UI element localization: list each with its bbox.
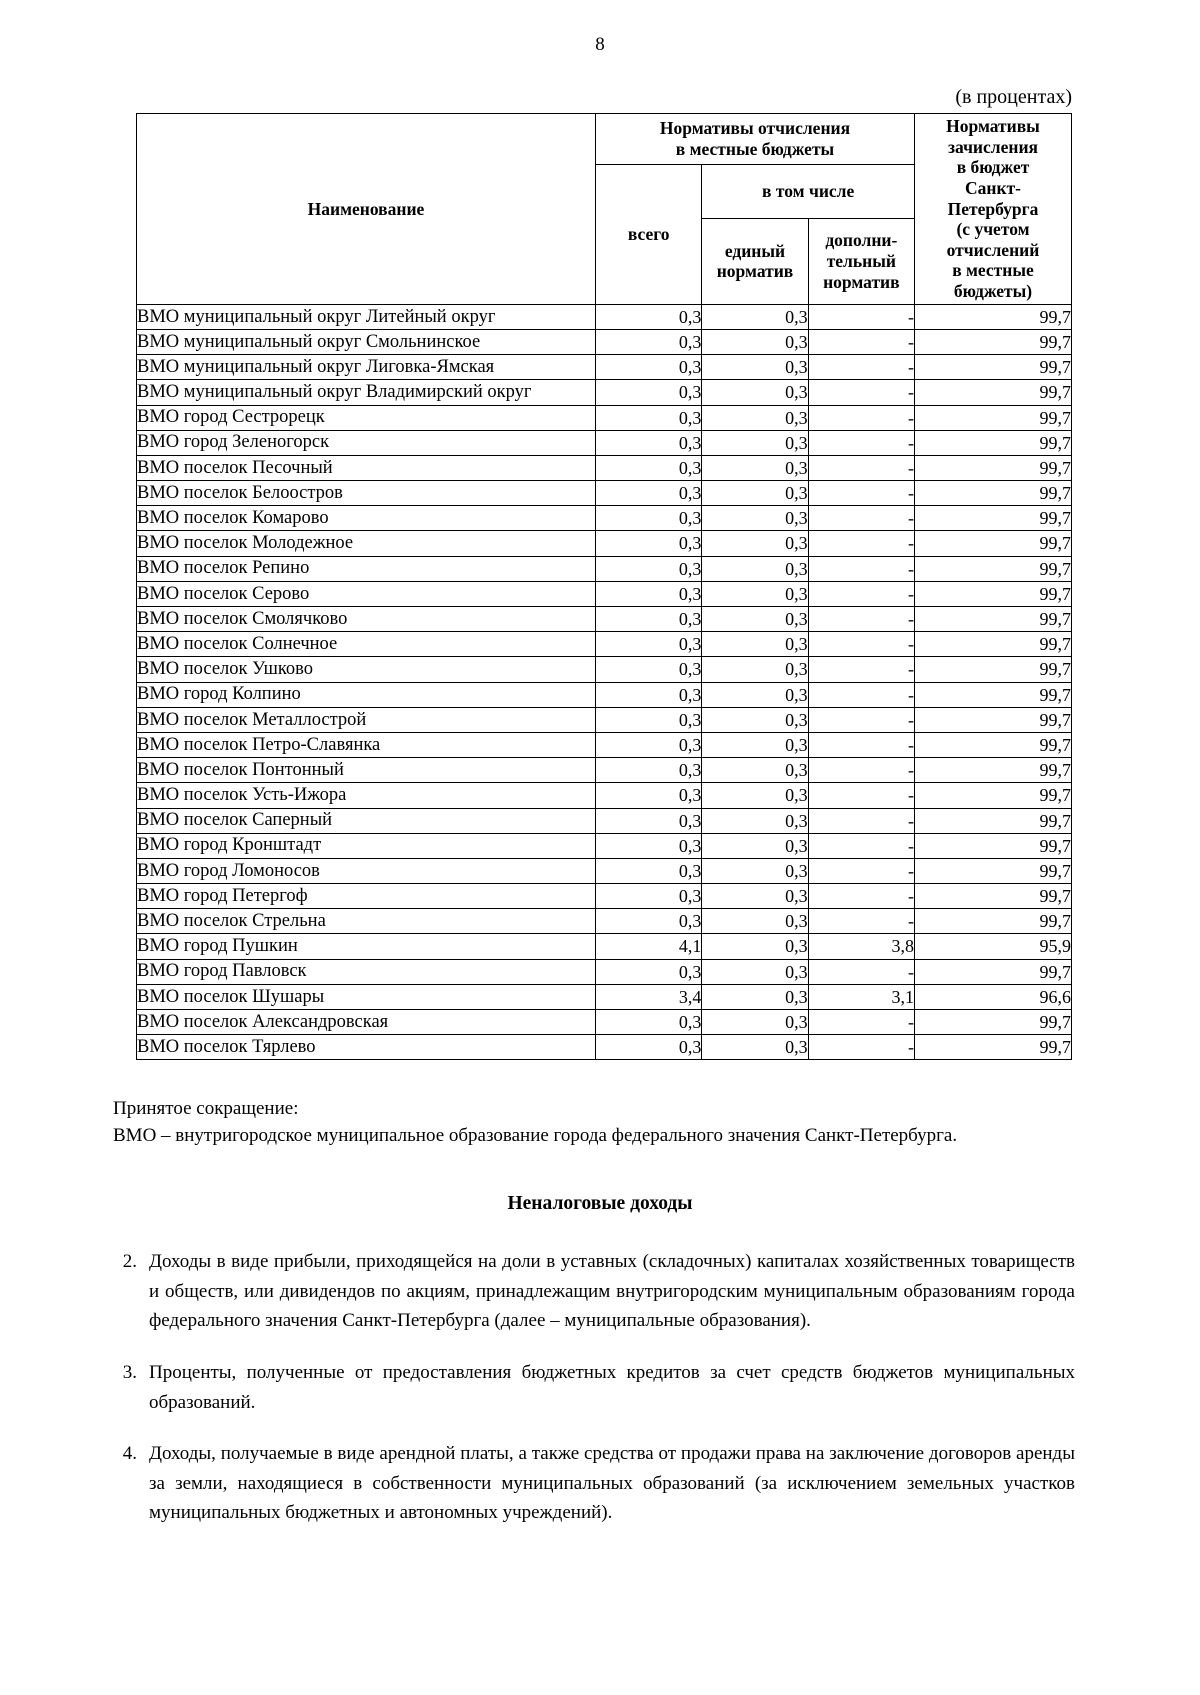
table-row (137, 304, 1072, 329)
section-title: Неналоговые доходы (507, 1193, 693, 1214)
units-caption: (в процентах) (955, 86, 1072, 108)
row-extra-norm-cell: - (808, 556, 914, 581)
row-name-cell: ВМО город Пушкин (137, 934, 596, 959)
clause-text: Доходы, получаемые в виде арендной платы, а также средства от продажи права на заключение договоров аренды за земли, находящиеся в собственности муниципальных образований (за исключением земельных участков муниципальных бюджетных и автономных учреждений). (149, 1443, 1075, 1524)
clause-item (113, 1439, 1075, 1528)
header-single-norm (702, 218, 808, 304)
row-spb-cell: 99,7 (915, 909, 1072, 934)
row-total-cell: 0,3 (596, 858, 702, 883)
table-row (137, 481, 1072, 506)
header-spb-line-8: в местные (952, 260, 1034, 281)
header-group-deductions-line2: в местные бюджеты (675, 139, 835, 159)
clause-number: 3. (122, 1361, 137, 1383)
row-single-norm-cell: 0,3 (702, 833, 808, 858)
row-spb-cell: 99,7 (915, 707, 1072, 732)
row-spb-cell: 99,7 (915, 1035, 1072, 1060)
header-single-norm-line2: норматив (716, 261, 794, 282)
row-extra-norm-cell: - (808, 959, 914, 984)
table-row (137, 884, 1072, 909)
table-row (137, 355, 1072, 380)
row-single-norm-cell: 0,3 (702, 934, 808, 959)
row-single-norm-cell: 0,3 (702, 607, 808, 632)
row-total-cell: 0,3 (596, 632, 702, 657)
clause-text: Проценты, полученные от предоставления бюджетных кредитов за счет средств бюджетов муниципальных образований. (149, 1361, 1075, 1413)
row-name-cell: ВМО город Сестрорецк (137, 405, 596, 430)
row-single-norm-cell: 0,3 (702, 455, 808, 480)
row-extra-norm-cell: - (808, 355, 914, 380)
table-row (137, 682, 1072, 707)
row-single-norm-cell: 0,3 (702, 304, 808, 329)
row-extra-norm-cell: - (808, 783, 914, 808)
row-total-cell: 0,3 (596, 909, 702, 934)
row-total-cell: 0,3 (596, 808, 702, 833)
row-total-cell: 0,3 (596, 329, 702, 354)
table-row (137, 959, 1072, 984)
row-total-cell: 0,3 (596, 531, 702, 556)
row-total-cell: 0,3 (596, 732, 702, 757)
row-total-cell: 0,3 (596, 1010, 702, 1035)
abbreviation-text: ВМО – внутригородское муниципальное образование города федерального значения Санкт-Петербурга. (113, 1124, 958, 1146)
row-name-cell: ВМО поселок Понтонный (137, 758, 596, 783)
row-name-cell: ВМО поселок Александровская (137, 1010, 596, 1035)
row-name-cell: ВМО муниципальный округ Лиговка-Ямская (137, 355, 596, 380)
row-name-cell: ВМО муниципальный округ Литейный округ (137, 304, 596, 329)
header-extra-norm-line2: тельный (826, 251, 896, 272)
row-spb-cell: 96,6 (915, 984, 1072, 1009)
row-single-norm-cell: 0,3 (702, 884, 808, 909)
row-single-norm-cell: 0,3 (702, 531, 808, 556)
row-spb-cell: 99,7 (915, 506, 1072, 531)
row-name-cell: ВМО поселок Тярлево (137, 1035, 596, 1060)
table-head (137, 114, 1072, 305)
abbreviation-block (113, 1096, 1073, 1150)
row-total-cell: 0,3 (596, 430, 702, 455)
row-extra-norm-cell: - (808, 405, 914, 430)
row-single-norm-cell: 0,3 (702, 380, 808, 405)
row-total-cell: 0,3 (596, 657, 702, 682)
row-extra-norm-cell: - (808, 430, 914, 455)
row-total-cell: 0,3 (596, 455, 702, 480)
row-total-cell: 0,3 (596, 884, 702, 909)
table-header-row-1 (137, 114, 1072, 165)
row-single-norm-cell: 0,3 (702, 858, 808, 883)
row-spb-cell: 99,7 (915, 808, 1072, 833)
row-spb-cell: 99,7 (915, 481, 1072, 506)
row-name-cell: ВМО поселок Саперный (137, 808, 596, 833)
header-spb-line-2: зачисления (947, 136, 1039, 157)
row-name-cell: ВМО муниципальный округ Владимирский округ (137, 380, 596, 405)
header-total (596, 165, 702, 305)
row-extra-norm-cell: - (808, 607, 914, 632)
header-spb-line-7: отчислений (946, 239, 1040, 260)
row-total-cell: 0,3 (596, 355, 702, 380)
row-spb-cell: 99,7 (915, 380, 1072, 405)
row-extra-norm-cell: - (808, 707, 914, 732)
table-row (137, 506, 1072, 531)
row-name-cell: ВМО город Ломоносов (137, 858, 596, 883)
row-spb-cell: 99,7 (915, 355, 1072, 380)
row-spb-cell: 99,7 (915, 682, 1072, 707)
row-total-cell: 0,3 (596, 783, 702, 808)
header-spb-line-9: бюджеты) (953, 281, 1033, 302)
header-group-deductions (596, 114, 915, 165)
row-single-norm-cell: 0,3 (702, 732, 808, 757)
row-total-cell: 0,3 (596, 607, 702, 632)
table-row (137, 934, 1072, 959)
header-spb-budget (915, 114, 1072, 305)
table-row (137, 833, 1072, 858)
row-single-norm-cell: 0,3 (702, 556, 808, 581)
row-name-cell: ВМО поселок Солнечное (137, 632, 596, 657)
row-spb-cell: 99,7 (915, 430, 1072, 455)
table-row (137, 632, 1072, 657)
header-spb-line-4: Санкт- (965, 177, 1021, 198)
row-name-cell: ВМО город Зеленогорск (137, 430, 596, 455)
page-number: 8 (595, 34, 605, 55)
row-name-cell: ВМО поселок Белоостров (137, 481, 596, 506)
row-name-cell: ВМО город Колпино (137, 682, 596, 707)
row-extra-norm-cell: - (808, 455, 914, 480)
row-extra-norm-cell: - (808, 531, 914, 556)
abbreviation-title: Принятое сокращение: (113, 1098, 299, 1119)
row-spb-cell: 99,7 (915, 732, 1072, 757)
table-row (137, 455, 1072, 480)
row-single-norm-cell: 0,3 (702, 959, 808, 984)
norms-table-container (136, 113, 1072, 1060)
row-extra-norm-cell: - (808, 329, 914, 354)
row-extra-norm-cell: - (808, 758, 914, 783)
table-row (137, 858, 1072, 883)
row-single-norm-cell: 0,3 (702, 481, 808, 506)
clause-item (113, 1247, 1075, 1336)
header-total-label: всего (627, 224, 670, 245)
row-spb-cell: 99,7 (915, 657, 1072, 682)
row-total-cell: 0,3 (596, 1035, 702, 1060)
row-extra-norm-cell: - (808, 581, 914, 606)
table-row (137, 783, 1072, 808)
table-row (137, 909, 1072, 934)
row-single-norm-cell: 0,3 (702, 1010, 808, 1035)
row-total-cell: 3,4 (596, 984, 702, 1009)
table-row (137, 1010, 1072, 1035)
row-single-norm-cell: 0,3 (702, 657, 808, 682)
row-single-norm-cell: 0,3 (702, 758, 808, 783)
row-total-cell: 0,3 (596, 758, 702, 783)
row-total-cell: 0,3 (596, 380, 702, 405)
header-single-norm-line1: единый (724, 240, 786, 261)
row-total-cell: 0,3 (596, 707, 702, 732)
table-row (137, 707, 1072, 732)
row-extra-norm-cell: - (808, 657, 914, 682)
row-single-norm-cell: 0,3 (702, 808, 808, 833)
table-row (137, 657, 1072, 682)
row-single-norm-cell: 0,3 (702, 632, 808, 657)
row-name-cell: ВМО город Павловск (137, 959, 596, 984)
row-name-cell: ВМО муниципальный округ Смольнинское (137, 329, 596, 354)
header-name-label: Наименование (307, 198, 425, 219)
row-name-cell: ВМО поселок Песочный (137, 455, 596, 480)
header-spb-line-3: в бюджет (956, 157, 1030, 178)
row-spb-cell: 99,7 (915, 758, 1072, 783)
row-total-cell: 0,3 (596, 556, 702, 581)
row-single-norm-cell: 0,3 (702, 783, 808, 808)
row-extra-norm-cell: - (808, 1035, 914, 1060)
row-extra-norm-cell: - (808, 304, 914, 329)
row-extra-norm-cell: - (808, 833, 914, 858)
table-row (137, 808, 1072, 833)
row-spb-cell: 99,7 (915, 884, 1072, 909)
row-extra-norm-cell: - (808, 808, 914, 833)
row-extra-norm-cell: 3,8 (808, 934, 914, 959)
row-name-cell: ВМО поселок Усть-Ижора (137, 783, 596, 808)
row-single-norm-cell: 0,3 (702, 682, 808, 707)
row-single-norm-cell: 0,3 (702, 329, 808, 354)
row-name-cell: ВМО поселок Комарово (137, 506, 596, 531)
row-name-cell: ВМО поселок Молодежное (137, 531, 596, 556)
table-row (137, 430, 1072, 455)
row-spb-cell: 99,7 (915, 607, 1072, 632)
row-total-cell: 0,3 (596, 506, 702, 531)
row-extra-norm-cell: - (808, 682, 914, 707)
row-name-cell: ВМО поселок Шушары (137, 984, 596, 1009)
row-total-cell: 0,3 (596, 833, 702, 858)
row-total-cell: 0,3 (596, 682, 702, 707)
table-row (137, 380, 1072, 405)
norms-table (136, 113, 1072, 1060)
row-extra-norm-cell: - (808, 884, 914, 909)
header-extra-norm (808, 218, 914, 304)
row-spb-cell: 99,7 (915, 858, 1072, 883)
row-single-norm-cell: 0,3 (702, 355, 808, 380)
row-spb-cell: 99,7 (915, 1010, 1072, 1035)
header-group-deductions-line1: Нормативы отчисления (659, 118, 851, 139)
row-extra-norm-cell: - (808, 1010, 914, 1035)
row-extra-norm-cell: - (808, 506, 914, 531)
row-spb-cell: 99,7 (915, 556, 1072, 581)
row-name-cell: ВМО поселок Смолячково (137, 607, 596, 632)
row-spb-cell: 99,7 (915, 783, 1072, 808)
row-single-norm-cell: 0,3 (702, 430, 808, 455)
row-extra-norm-cell: - (808, 858, 914, 883)
row-spb-cell: 99,7 (915, 455, 1072, 480)
clause-item (113, 1358, 1075, 1417)
header-spb-line-6: (с учетом (956, 219, 1030, 240)
clause-text: Доходы в виде прибыли, приходящейся на доли в уставных (складочных) капиталах хозяйственных товариществ и обществ, или дивидендов по акциям, принадлежащим внутригородским муниципальным образованиям города федерального значения Санкт-Петербурга (далее – муниципальные образования). (149, 1251, 1075, 1332)
row-single-norm-cell: 0,3 (702, 1035, 808, 1060)
table-row (137, 405, 1072, 430)
row-extra-norm-cell: - (808, 732, 914, 757)
row-total-cell: 0,3 (596, 481, 702, 506)
row-extra-norm-cell: - (808, 632, 914, 657)
row-total-cell: 0,3 (596, 959, 702, 984)
table-row (137, 1035, 1072, 1060)
table-row (137, 732, 1072, 757)
row-spb-cell: 99,7 (915, 632, 1072, 657)
clause-number: 2. (122, 1251, 137, 1272)
row-extra-norm-cell: - (808, 909, 914, 934)
row-single-norm-cell: 0,3 (702, 984, 808, 1009)
row-name-cell: ВМО поселок Петро-Славянка (137, 732, 596, 757)
header-among-which-label: в том числе (762, 181, 855, 202)
row-name-cell: ВМО город Кронштадт (137, 833, 596, 858)
row-single-norm-cell: 0,3 (702, 506, 808, 531)
row-single-norm-cell: 0,3 (702, 405, 808, 430)
row-name-cell: ВМО поселок Серово (137, 581, 596, 606)
table-row (137, 556, 1072, 581)
clauses-list (113, 1247, 1075, 1550)
row-name-cell: ВМО поселок Репино (137, 556, 596, 581)
header-extra-norm-line1: дополни- (825, 230, 898, 251)
row-total-cell: 4,1 (596, 934, 702, 959)
row-spb-cell: 95,9 (915, 934, 1072, 959)
row-name-cell: ВМО город Петергоф (137, 884, 596, 909)
row-spb-cell: 99,7 (915, 405, 1072, 430)
row-extra-norm-cell: - (808, 481, 914, 506)
header-among-which (702, 165, 915, 219)
row-spb-cell: 99,7 (915, 304, 1072, 329)
row-spb-cell: 99,7 (915, 959, 1072, 984)
row-spb-cell: 99,7 (915, 531, 1072, 556)
table-row (137, 984, 1072, 1009)
row-name-cell: ВМО поселок Металлострой (137, 707, 596, 732)
row-spb-cell: 99,7 (915, 329, 1072, 354)
row-total-cell: 0,3 (596, 405, 702, 430)
row-total-cell: 0,3 (596, 304, 702, 329)
table-row (137, 607, 1072, 632)
row-single-norm-cell: 0,3 (702, 581, 808, 606)
table-row (137, 531, 1072, 556)
header-name (137, 114, 596, 305)
table-body (137, 304, 1072, 1060)
row-name-cell: ВМО поселок Ушково (137, 657, 596, 682)
header-spb-line-1: Нормативы (946, 116, 1040, 136)
row-single-norm-cell: 0,3 (702, 909, 808, 934)
header-extra-norm-line3: норматив (823, 271, 900, 292)
header-spb-line-5: Петербурга (947, 198, 1039, 219)
row-total-cell: 0,3 (596, 581, 702, 606)
table-row (137, 329, 1072, 354)
row-extra-norm-cell: - (808, 380, 914, 405)
row-spb-cell: 99,7 (915, 581, 1072, 606)
row-extra-norm-cell: 3,1 (808, 984, 914, 1009)
clause-number: 4. (122, 1443, 137, 1465)
table-row (137, 758, 1072, 783)
table-row (137, 581, 1072, 606)
row-single-norm-cell: 0,3 (702, 707, 808, 732)
row-spb-cell: 99,7 (915, 833, 1072, 858)
row-name-cell: ВМО поселок Стрельна (137, 909, 596, 934)
